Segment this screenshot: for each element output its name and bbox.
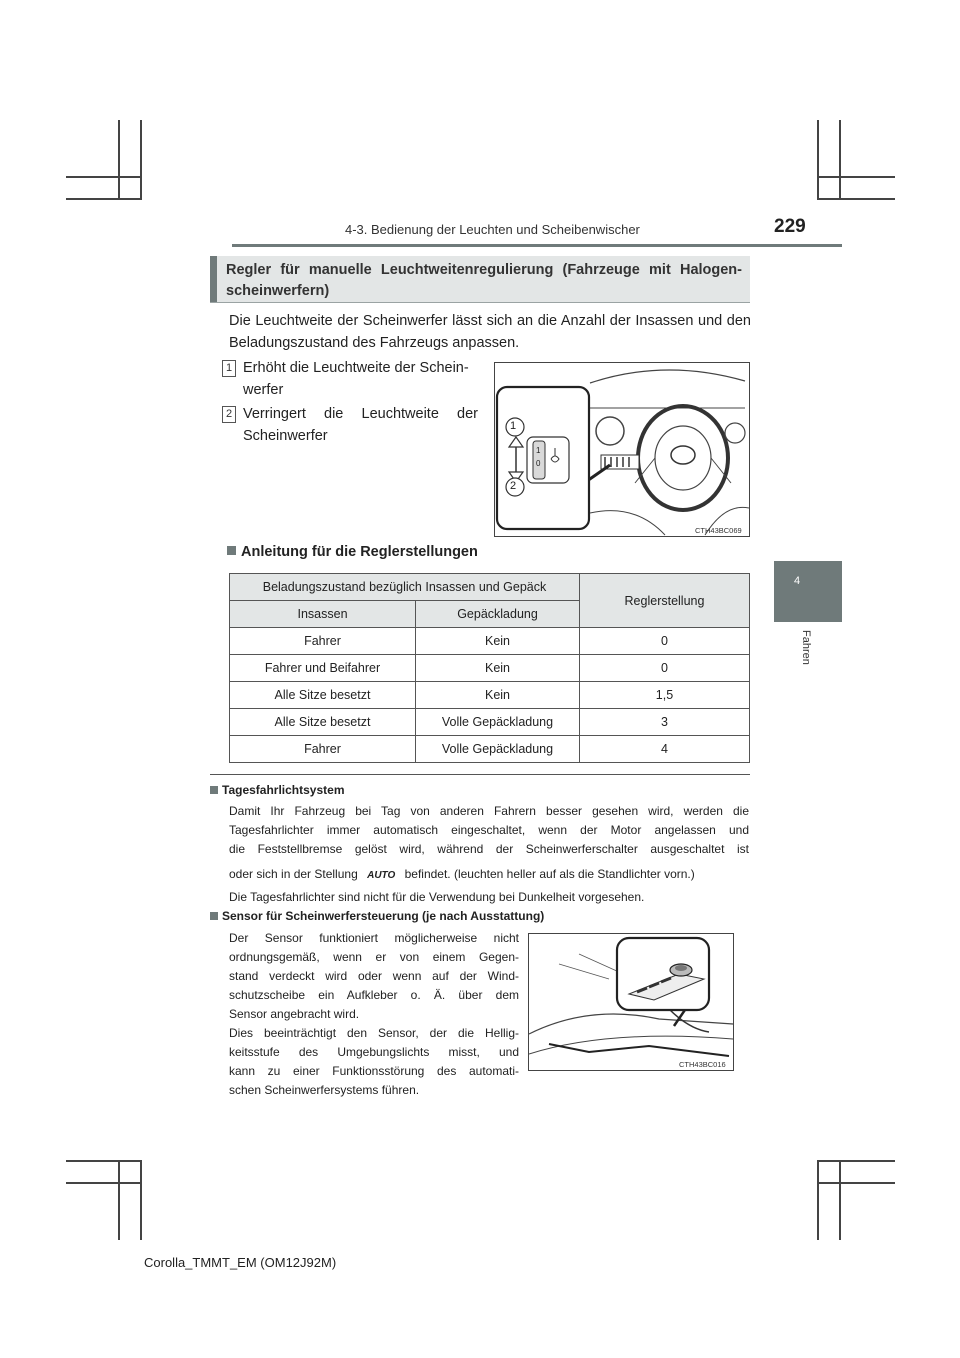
cell-luggage: Volle Gepäckladung — [416, 736, 580, 763]
note-line-part: oder sich in der Stellung — [229, 867, 358, 881]
cell-occupants: Alle Sitze besetzt — [230, 709, 416, 736]
crop-mark — [66, 1160, 142, 1162]
cell-occupants: Fahrer und Beifahrer — [230, 655, 416, 682]
notes-separator — [210, 774, 750, 775]
note-line: ordnungsgemäß, wenn er von einem Gegen- — [229, 950, 519, 964]
crop-mark — [140, 1160, 142, 1240]
cell-setting: 1,5 — [580, 682, 750, 709]
cell-luggage: Kein — [416, 628, 580, 655]
table-header-luggage: Gepäckladung — [416, 601, 580, 628]
cell-luggage: Kein — [416, 655, 580, 682]
illustration-code: CTH43BC069 — [695, 526, 742, 535]
crop-mark — [66, 176, 142, 178]
regulator-settings-table — [229, 573, 750, 763]
chapter-tab — [774, 561, 842, 622]
headlight-leveling-illustration — [494, 362, 750, 537]
guide-heading — [227, 544, 478, 560]
crop-mark — [817, 1182, 895, 1184]
item-text — [243, 357, 478, 401]
drl-note-body — [229, 802, 749, 907]
table-header-load: Beladungszustand bezüglich Insassen und Gepäck — [230, 574, 580, 601]
table-row — [230, 682, 750, 709]
cell-luggage: Volle Gepäckladung — [416, 709, 580, 736]
chapter-number: 4 — [794, 575, 801, 587]
sensor-title-text: Sensor für Scheinwerfersteuerung (je nach Ausstattung) — [222, 909, 545, 923]
table-header-occupants: Insassen — [230, 601, 416, 628]
cell-occupants: Alle Sitze besetzt — [230, 682, 416, 709]
cell-setting: 3 — [580, 709, 750, 736]
subheading: Regler für manuelle Leuchtweitenregulierung (Fahrzeuge mit Halogen-scheinwerfern) — [210, 256, 750, 302]
cell-setting: 4 — [580, 736, 750, 763]
crop-mark — [839, 1160, 841, 1240]
callout-1: 1 — [510, 420, 517, 432]
crop-mark — [817, 198, 895, 200]
crop-mark — [817, 1160, 819, 1240]
table-header-setting: Reglerstellung — [580, 574, 750, 628]
note-line: keitsstufe des Umgebungslichts misst, und — [229, 1045, 519, 1059]
crop-mark — [817, 1160, 895, 1162]
note-line: Dies beeinträchtigt den Sensor, der die Hellig- — [229, 1026, 519, 1040]
crop-mark — [118, 120, 120, 200]
dial-label-1: 1 — [536, 446, 541, 455]
item-text-line: Scheinwerfer — [243, 428, 328, 444]
square-bullet-icon — [210, 786, 218, 794]
auto-position-symbol: AUTO — [367, 870, 396, 881]
crop-mark — [140, 120, 142, 200]
note-line — [229, 865, 749, 885]
note-line: kann zu einer Funktionsstörung des automati- — [229, 1064, 519, 1078]
cell-occupants: Fahrer — [230, 736, 416, 763]
intro-paragraph: Die Leuchtweite der Scheinwerfer lässt sich an die Anzahl der Insassen und den Beladungszustand des Fahrzeugs anpassen. — [229, 313, 751, 351]
crop-mark — [839, 120, 841, 200]
item-number-badge: 2 — [222, 406, 236, 423]
table-row — [230, 655, 750, 682]
light-sensor-illustration — [528, 933, 734, 1071]
drl-title-text: Tagesfahrlichtsystem — [222, 783, 345, 797]
crop-mark — [66, 198, 142, 200]
table-row — [230, 709, 750, 736]
item-text-line: Erhöht die Leuchtweite der Schein- — [243, 360, 469, 376]
cell-setting: 0 — [580, 655, 750, 682]
drl-note-title — [210, 783, 345, 797]
note-line: stand verdeckt wird oder wenn auf der Wind- — [229, 969, 519, 983]
cell-luggage: Kein — [416, 682, 580, 709]
guide-heading-text: Anleitung für die Reglerstellungen — [241, 544, 478, 560]
footer-document-code: Corolla_TMMT_EM (OM12J92M) — [144, 1255, 337, 1270]
note-line: schen Scheinwerfersystems führen. — [229, 1083, 420, 1097]
page-number: 229 — [774, 216, 806, 237]
callout-2: 2 — [510, 480, 517, 492]
note-line: die Feststellbremse gelöst wird, während der Scheinwerferschalter ausgeschaltet ist — [229, 842, 749, 856]
item-text — [243, 403, 478, 447]
note-line-part: befindet. (leuchten heller auf als die Standlichter vorn.) — [404, 867, 695, 881]
dial-label-0: 0 — [536, 459, 541, 468]
square-bullet-icon — [227, 546, 236, 555]
sensor-note-body — [229, 929, 519, 1100]
item-text-line: Verringert die Leuchtweite der — [243, 406, 478, 422]
item-text-line: werfer — [243, 382, 284, 398]
illustration-code: CTH43BC016 — [679, 1060, 726, 1069]
sensor-drawing — [529, 934, 733, 1070]
note-line: Der Sensor funktioniert möglicherweise nicht — [229, 931, 519, 945]
cell-occupants: Fahrer — [230, 628, 416, 655]
item-number-badge: 1 — [222, 360, 236, 377]
square-bullet-icon — [210, 912, 218, 920]
crop-mark — [118, 1160, 120, 1240]
table-row — [230, 628, 750, 655]
cell-setting: 0 — [580, 628, 750, 655]
subheading-rule — [210, 302, 750, 303]
crop-mark — [66, 1182, 142, 1184]
dashboard-drawing — [495, 363, 749, 536]
header-rule — [232, 244, 842, 247]
sensor-note-title — [210, 909, 544, 923]
crop-mark — [817, 176, 895, 178]
chapter-label: Fahren — [800, 630, 812, 665]
section-title: 4-3. Bedienung der Leuchten und Scheibenwischer — [345, 222, 640, 237]
note-line: Tagesfahrlichter immer automatisch eingeschaltet, wenn der Motor angelassen und — [229, 823, 749, 837]
crop-mark — [817, 120, 819, 200]
table-row — [230, 736, 750, 763]
note-line: Die Tagesfahrlichter sind nicht für die Verwendung bei Dunkelheit vorgesehen. — [229, 890, 645, 904]
note-line: schutzscheibe ein Aufkleber o. Ä. über dem — [229, 988, 519, 1002]
note-line: Sensor angebracht wird. — [229, 1007, 360, 1021]
note-line: Damit Ihr Fahrzeug bei Tag von anderen Fahrern besser gesehen wird, werden die — [229, 804, 749, 818]
